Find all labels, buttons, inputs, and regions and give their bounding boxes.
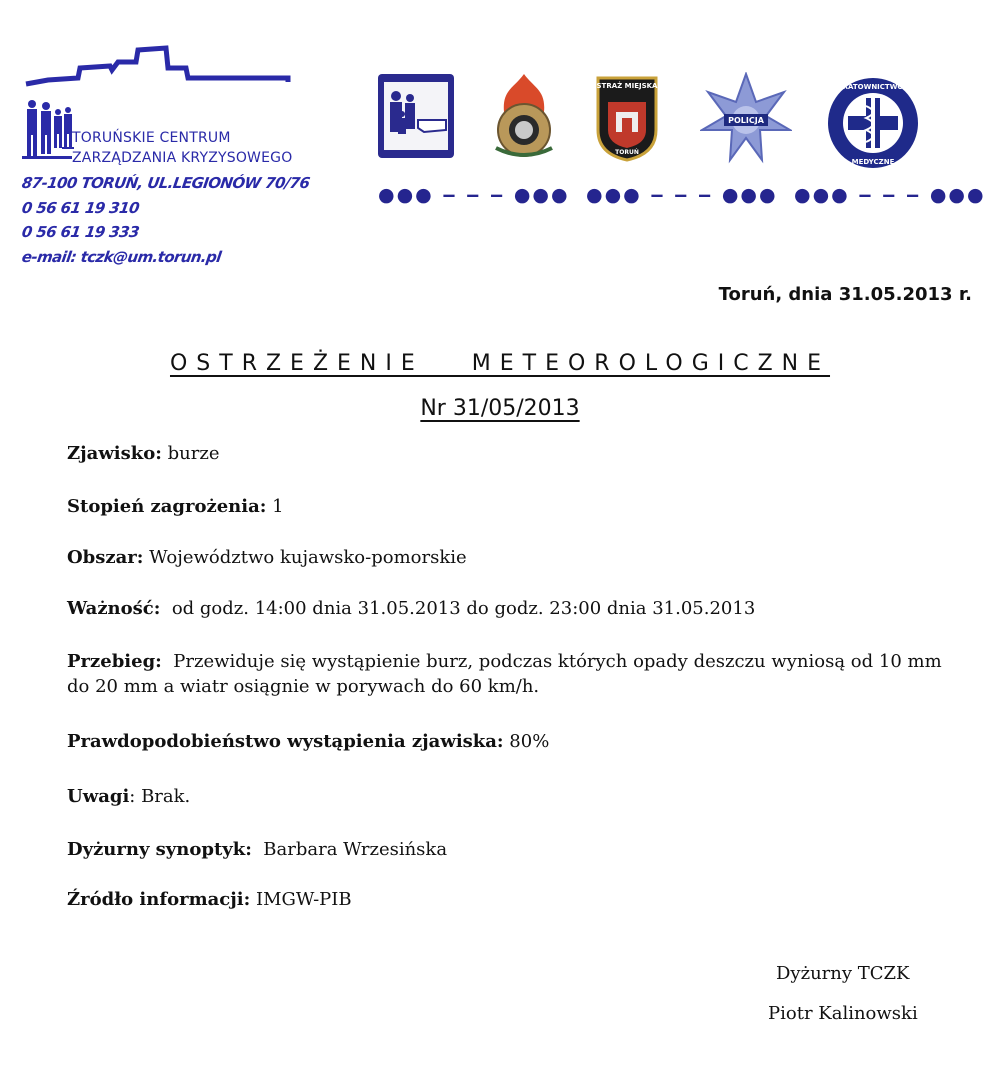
- field-uwagi-label: Uwagi: [67, 786, 130, 807]
- field-uwagi-value: : Brak.: [129, 786, 191, 807]
- police-badge-text: POLICJA: [728, 116, 764, 125]
- medical-badge-text-top: RATOWNICTWO: [842, 83, 904, 91]
- org-phone-1: 0 56 61 19 310: [20, 199, 141, 217]
- field-prawdopodobienstwo-label: Prawdopodobieństwo wystąpienia zjawiska:: [67, 731, 504, 752]
- field-synoptyk-value: Barbara Wrzesińska: [251, 839, 448, 860]
- org-name-line2: ZARZĄDZANIA KRYZYSOWEGO: [72, 150, 293, 166]
- org-name-line1: TORUŃSKIE CENTRUM: [72, 130, 231, 146]
- field-prawdopodobienstwo-value: 80%: [503, 731, 550, 752]
- tczk-logo: [18, 44, 318, 164]
- city-skyline-icon: [18, 44, 318, 164]
- field-waznosc: [67, 596, 755, 621]
- document-title-text: OSTRZEŻENIE METEOROLOGICZNE: [169, 351, 831, 376]
- field-zrodlo-value: IMGW-PIB: [250, 889, 352, 910]
- police-star-badge: [700, 72, 792, 164]
- dot-separator-3: ●●● ‒ ‒ ‒ ●●●: [794, 184, 986, 206]
- org-email: e-mail: tczk@um.torun.pl: [20, 248, 223, 266]
- medical-rescue-badge: [826, 76, 920, 170]
- field-obszar: [67, 545, 467, 570]
- field-zjawisko-label: Zjawisko:: [67, 443, 162, 464]
- document-number: [0, 396, 1000, 421]
- signature-name: Piotr Kalinowski: [768, 1003, 918, 1024]
- org-phone-2: 0 56 61 19 333: [20, 223, 141, 241]
- signature-role: Dyżurny TCZK: [776, 963, 910, 984]
- field-obszar-value: Województwo kujawsko-pomorskie: [143, 547, 467, 568]
- field-prawdopodobienstwo: [67, 729, 549, 754]
- document-number-text: Nr 31/05/2013: [420, 396, 580, 421]
- field-stopien-value: 1: [266, 496, 284, 517]
- crisis-management-badge: [378, 74, 454, 158]
- field-zrodlo-label: Źródło informacji:: [67, 889, 251, 910]
- guard-badge-text-top: STRAŻ MIEJSKA: [596, 82, 658, 90]
- field-stopien-label: Stopień zagrożenia:: [67, 496, 267, 517]
- fire-brigade-badge: [490, 72, 558, 162]
- field-stopien: [67, 494, 284, 519]
- field-waznosc-value: od godz. 14:00 dnia 31.05.2013 do godz. 23:00 dnia 31.05.2013: [160, 598, 756, 619]
- guard-badge-text-bottom: TORUŃ: [615, 149, 639, 156]
- field-przebieg-label: Przebieg:: [67, 651, 162, 672]
- field-uwagi: [67, 784, 190, 809]
- document-date: Toruń, dnia 31.05.2013 r.: [718, 284, 972, 305]
- field-zrodlo: [67, 887, 352, 912]
- field-waznosc-label: Ważność:: [67, 598, 161, 619]
- field-synoptyk-label: Dyżurny synoptyk:: [67, 839, 252, 860]
- org-address: 87-100 TORUŃ, UL.LEGIONÓW 70/76: [20, 174, 311, 192]
- field-przebieg-value: Przewiduje się wystąpienie burz, podczas których opady deszczu wyniosą od 10 mm do 20 mm a wiatr osiągnie w porywach do 60 km/h.: [67, 651, 948, 697]
- document-title: [0, 351, 1000, 376]
- field-synoptyk: [67, 837, 447, 862]
- dot-separator-2: ●●● ‒ ‒ ‒ ●●●: [586, 184, 778, 206]
- field-zjawisko-value: burze: [161, 443, 220, 464]
- org-divider: [62, 147, 74, 149]
- field-obszar-label: Obszar:: [67, 547, 144, 568]
- field-przebieg: [67, 649, 967, 699]
- dot-separator-1: ●●● ‒ ‒ ‒ ●●●: [378, 184, 570, 206]
- municipal-guard-badge: [594, 74, 660, 162]
- field-zjawisko: [67, 441, 219, 466]
- medical-badge-text-bottom: MEDYCZNE: [851, 158, 895, 166]
